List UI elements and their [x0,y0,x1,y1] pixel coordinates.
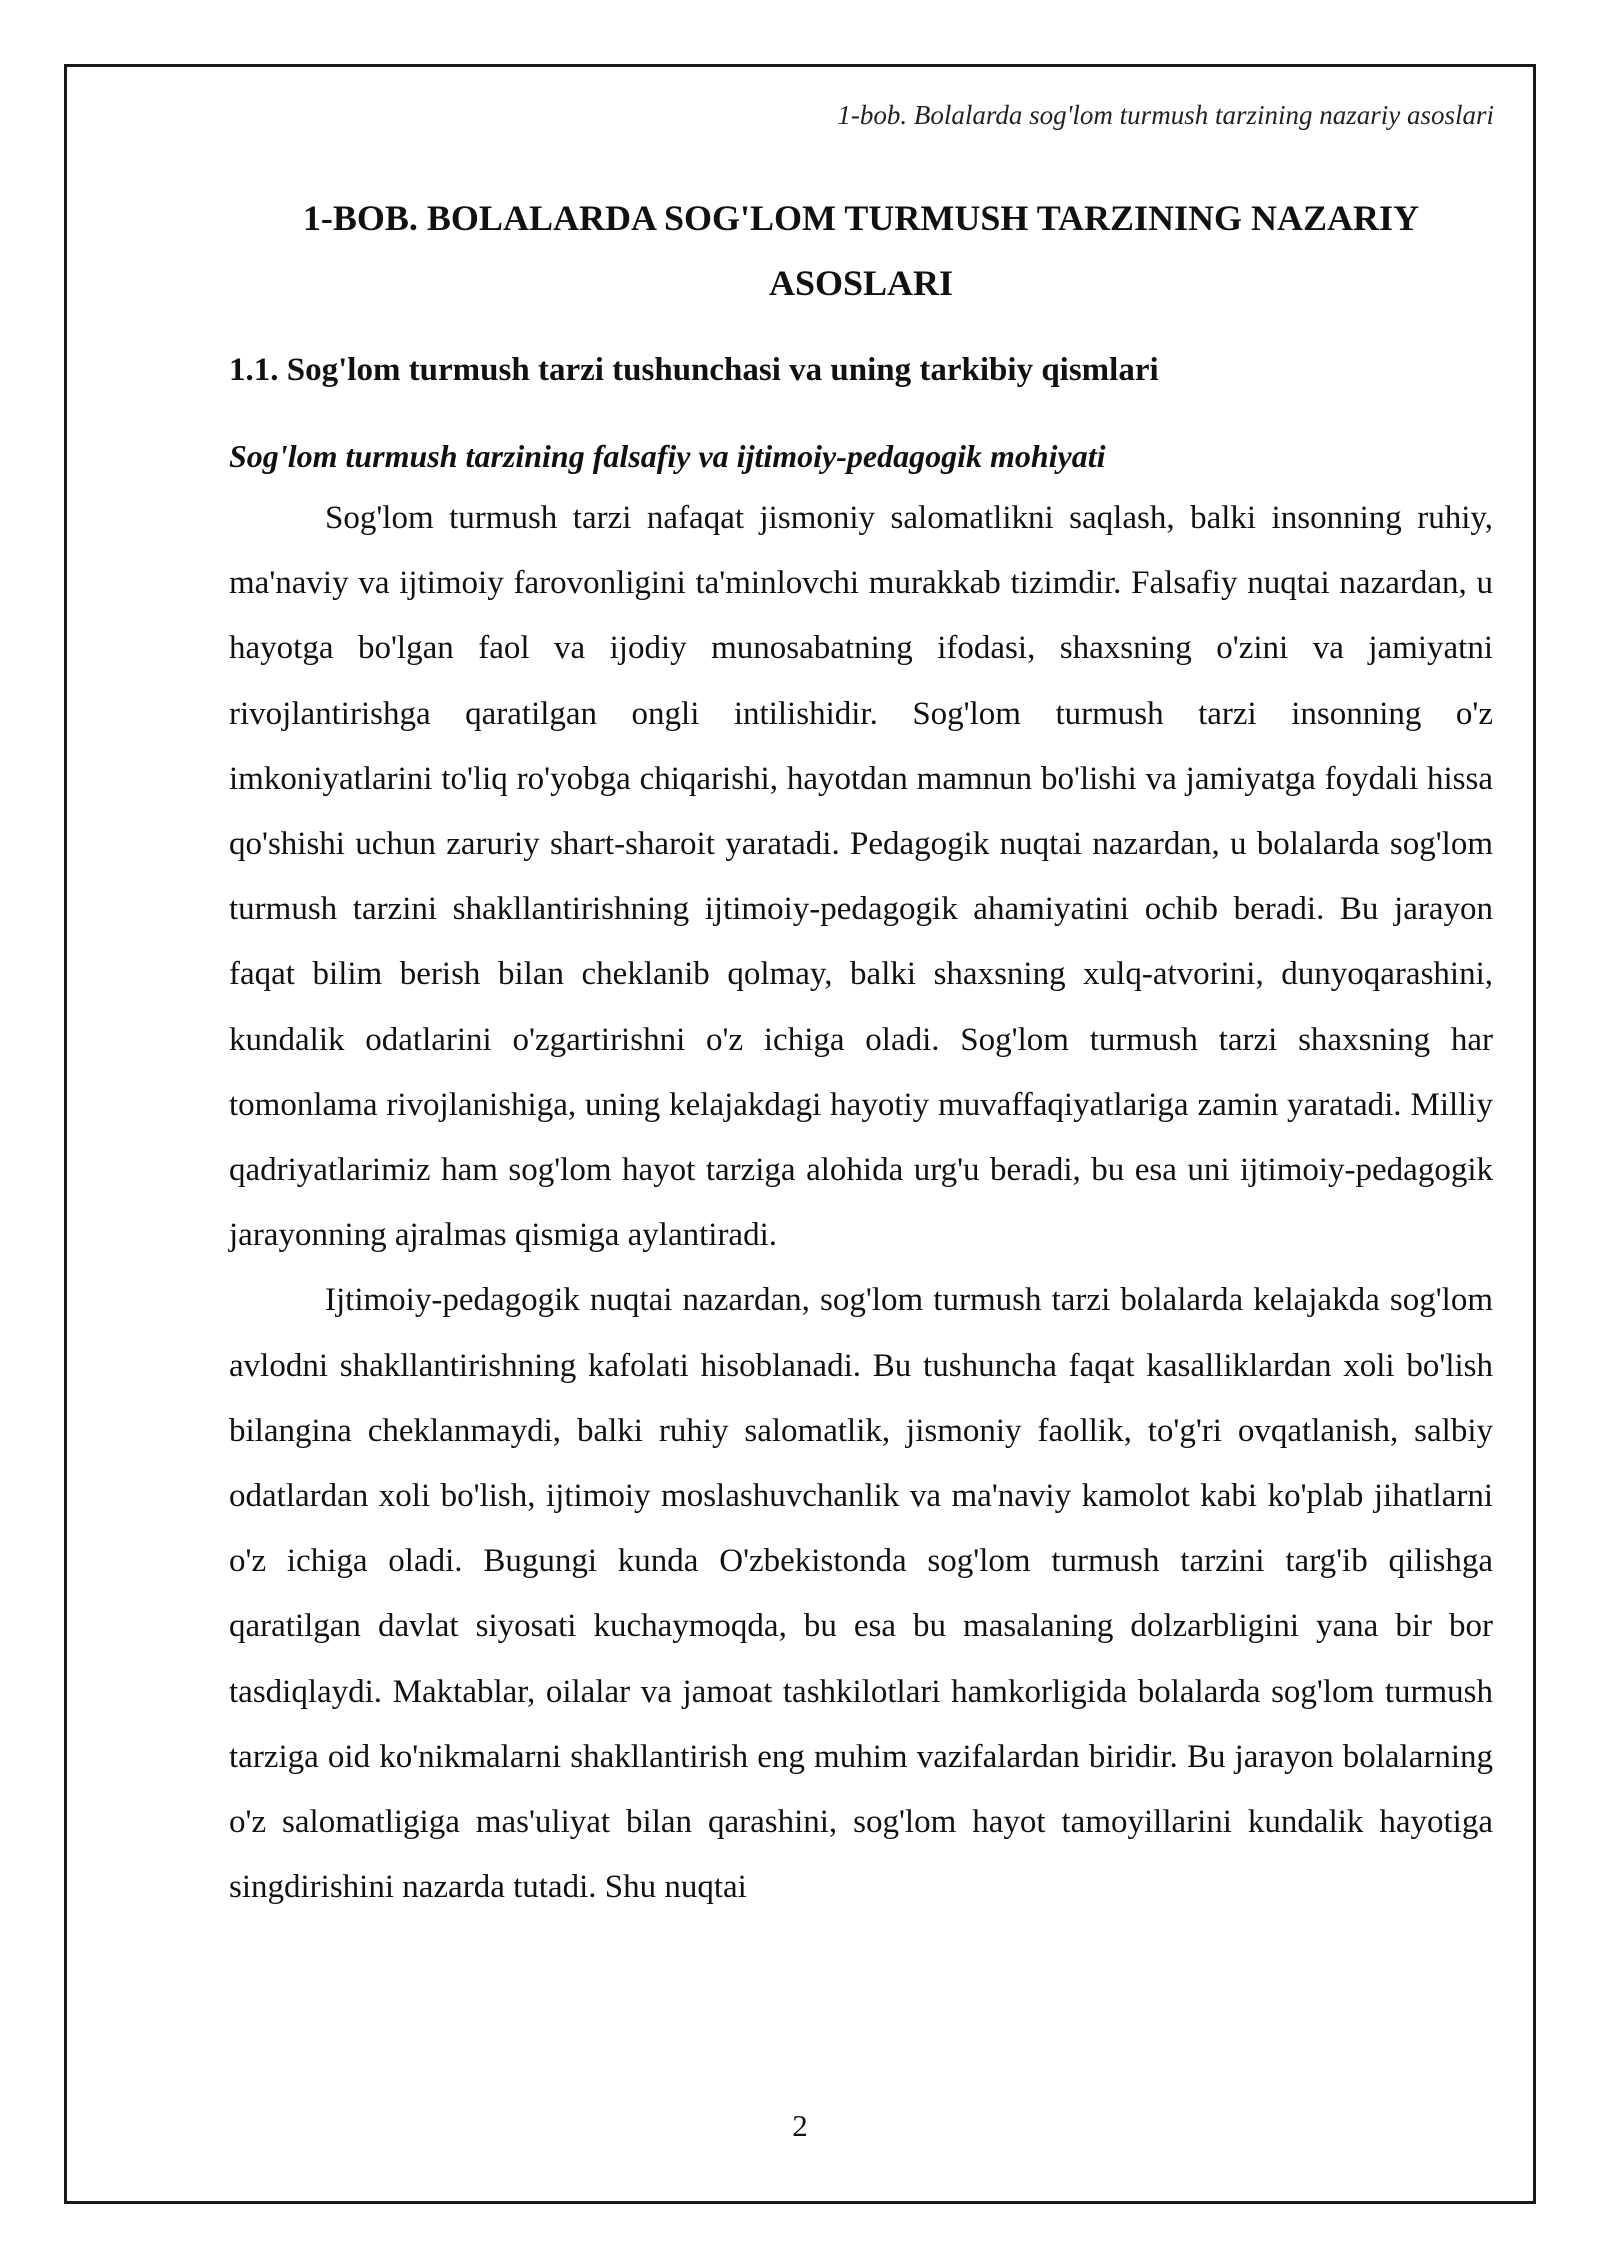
chapter-title: 1-BOB. BOLALARDA SOG'LOM TURMUSH TARZINING NAZARIY ASOSLARI [302,198,1420,303]
page-content [229,186,1493,1920]
page-number: 2 [792,2108,808,2143]
body-paragraph: Ijtimoiy-pedagogik nuqtai nazardan, sog'lom turmush tarzi bolalarda kelajakda sog'lom avlodni shakllantirishning kafolati hisoblanadi. Bu tushuncha faqat kasalliklardan xoli bo'lish bilangina cheklanmaydi, balki ruhiy salomatlik, jismoniy faollik, to'g'ri ovqatlanish, salbiy odatlardan xoli bo'lish, ijtimoiy moslashuvchanlik va ma'naviy kamolot kabi ko'plab jihatlarni o'z ichiga oladi. Bugungi kunda O'zbekistonda sog'lom turmush tarzini targ'ib qilishga qaratilgan davlat siyosati kuchaymoqda, bu esa bu masalaning dolzarbligini yana bir bor tasdiqlaydi. Maktablar, oilalar va jamoat tashkilotlari hamkorligida bolalarda sog'lom turmush tarziga oid ko'nikmalarni shakllantirish eng muhim vazifalardan biridir. Bu jarayon bolalarning o'z salomatligiga mas'uliyat bilan qarashini, sog'lom hayot tamoyillarini kundalik hayotiga singdirishini nazarda tutadi. Shu nuqtai [229,1282,1493,1906]
subsection-title: Sog'lom turmush tarzining falsafiy va ijtimoiy-pedagogik mohiyati [229,438,1106,474]
body-paragraph: Sog'lom turmush tarzi nafaqat jismoniy salomatlikni saqlash, balki insonning ruhiy, ma'naviy va ijtimoiy farovonligini ta'minlovchi murakkab tizimdir. Falsafiy nuqtai nazardan, u hayotga bo'lgan faol va ijodiy munosabatning ifodasi, shaxsning o'zini va jamiyatni rivojlantirishga qaratilgan ongli intilishidir. Sog'lom turmush tarzi insonning o'z imkoniyatlarini to'liq ro'yobga chiqarishi, hayotdan mamnun bo'lishi va jamiyatga foydali hissa qo'shishi uchun zaruriy shart-sharoit yaratadi. Pedagogik nuqtai nazardan, u bolalarda sog'lom turmush tarzini shakllantirishning ijtimoiy-pedagogik ahamiyatini ochib beradi. Bu jarayon faqat bilim berish bilan cheklanib qolmay, balki shaxsning xulq-atvorini, dunyoqarashini, kundalik odatlarini o'zgartirishni o'z ichiga oladi. Sog'lom turmush tarzi shaxsning har tomonlama rivojlanishiga, uning kelajakdagi hayotiy muvaffaqiyatlariga zamin yaratadi. Milliy qadriyatlarimiz ham sog'lom hayot tarziga alohida urg'u beradi, bu esa uni ijtimoiy-pedagogik jarayonning ajralmas qismiga aylantiradi. [229,500,1493,1254]
running-header: 1-bob. Bolalarda sog'lom turmush tarzining nazariy asoslari [837,100,1494,130]
section-title: 1.1. Sog'lom turmush tarzi tushunchasi va uning tarkibiy qismlari [229,352,1159,388]
